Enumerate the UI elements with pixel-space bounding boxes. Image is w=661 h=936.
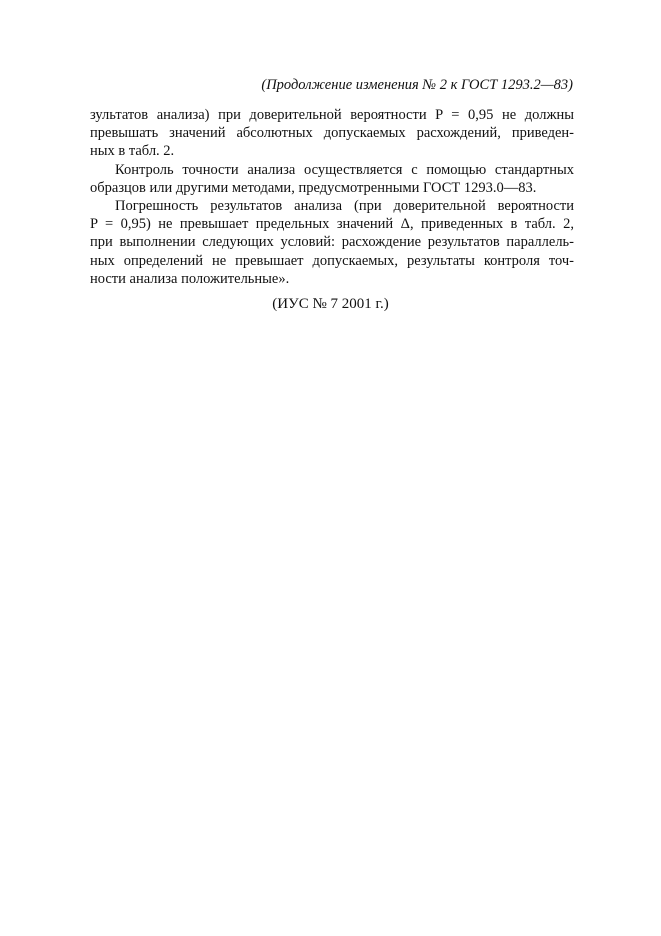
text-line: Контроль точности анализа осуществляется с помощью стандартных <box>115 161 574 178</box>
text-line: образцов или другими методами, предусмотренными ГОСТ 1293.0—83. <box>90 179 537 196</box>
text-line: превышать значений абсолютных допускаемых расхождений, приведен- <box>90 125 574 142</box>
text-line: ных в табл. 2. <box>90 143 175 160</box>
text-line: ных определений не превышает допускаемых, результаты контроля точ- <box>90 252 574 269</box>
continuation-header: (Продолжение изменения № 2 к ГОСТ 1293.2—83) <box>261 77 573 93</box>
body-text <box>90 106 574 288</box>
text-line: Погрешность результатов анализа (при доверительной вероятности <box>115 198 574 215</box>
text-line: P = 0,95) не превышает предельных значений Δ, приведенных в табл. 2, <box>90 216 574 233</box>
ius-reference: (ИУС № 7 2001 г.) <box>272 296 389 312</box>
text-line: при выполнении следующих условий: расхождение результатов параллель- <box>90 234 574 251</box>
text-line: ности анализа положительные». <box>90 270 290 287</box>
text-line: зультатов анализа) при доверительной вероятности P = 0,95 не должны <box>90 107 574 123</box>
